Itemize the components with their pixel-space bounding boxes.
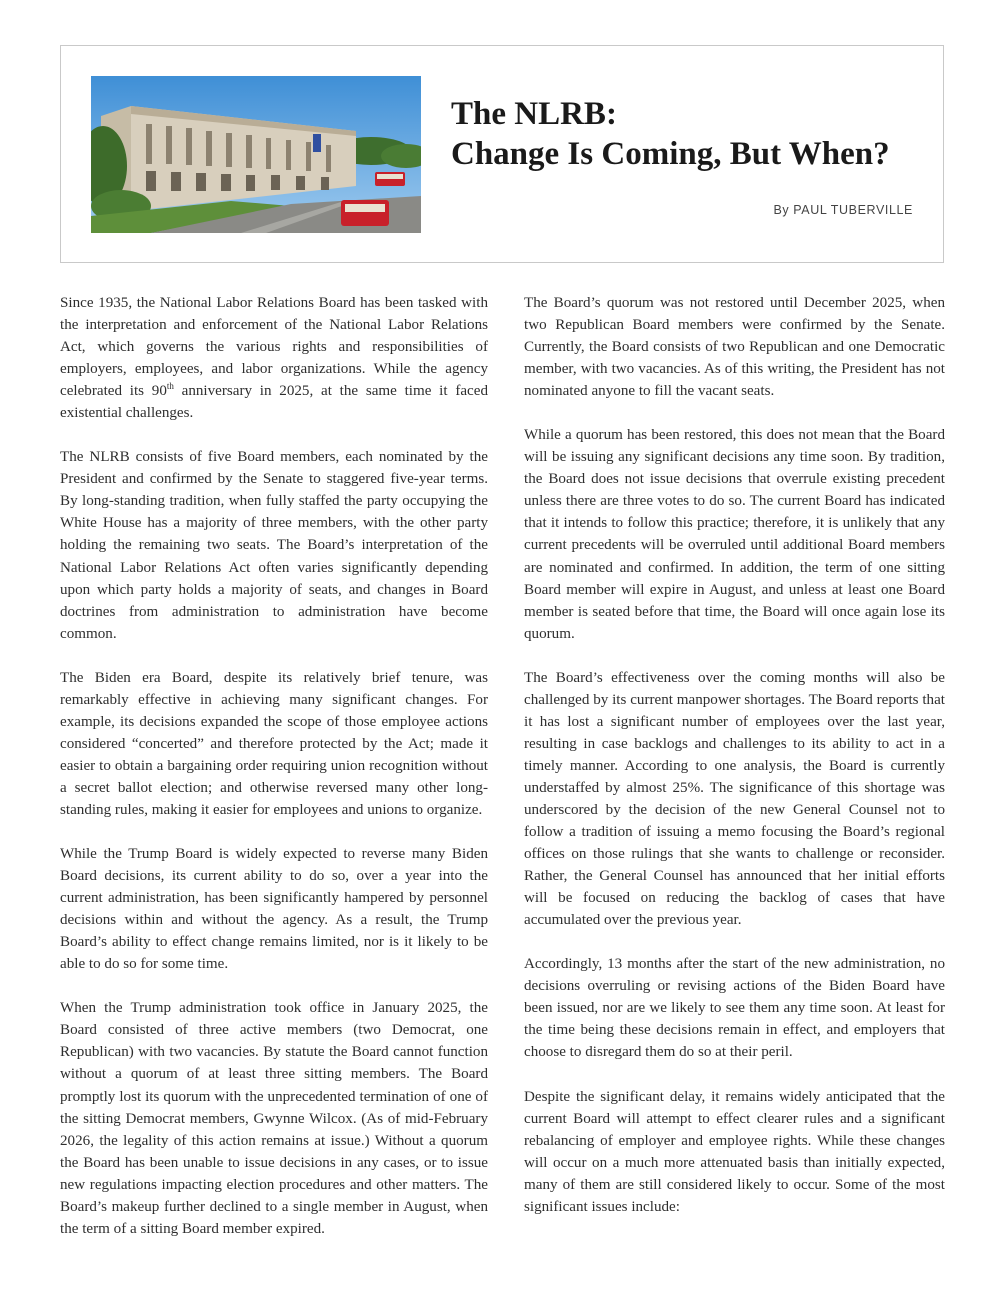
right-column: [524, 292, 945, 1240]
paragraph: The Biden era Board, despite its relatively brief tenure, was remarkably effective in achieving many significant changes. For example, its decisions expanded the scope of those employee actions considered “concerted” and therefore protected by the Act; made it easier to obtain a bargaining order requiring union recognition without a secret ballot election; and otherwise reversed many other long-standing rules, making it easier for employees and unions to organize.: [60, 669, 488, 818]
paragraph: While a quorum has been restored, this does not mean that the Board will be issuing any significant decisions any time soon. By tradition, the Board does not issue decisions that overrule existing precedent unless there are three votes to do so. The current Board has indicated that it intends to follow this practice; therefore, it is unlikely that any current precedents will be overruled until additional Board members are nominated and confirmed. In addition, the term of one sitting Board member will expire in August, and unless at least one Board member is seated before that time, the Board will once again lose its quorum.: [524, 427, 945, 642]
paragraph-text: anniversary in 2025, at the same time it faced existential challenges.: [60, 383, 488, 422]
article-title: [451, 94, 890, 174]
paragraph: [60, 292, 488, 424]
paragraph: Accordingly, 13 months after the start of the new administration, no decisions overruling or revising actions of the Biden Board have been issued, nor are we likely to see them any time soon. At least for the time being these decisions remain in effect, and employers that choose to disregard them do so at their peril.: [524, 956, 945, 1061]
left-column: [60, 292, 488, 1262]
paragraph-text: Since 1935, the National Labor Relations Board has been tasked with the interpretation and enforcement of the National Labor Relations Act, which governs the various rights and responsibilities of employers, employees, and labor organizations. While the agency celebrated its 90: [60, 295, 488, 400]
paragraph: The Board’s effectiveness over the coming months will also be challenged by its current manpower shortages. The Board reports that it has lost a significant number of employees over the last year, resulting in case backlogs and challenges to its ability to act in a timely manner. According to one analysis, the Board is currently understaffed by almost 25%. The significance of this shortage was underscored by the decision of the new General Counsel not to follow a tradition of issuing a memo focusing the Board’s regional offices on those rulings that she wants to challenge or reconsider. Rather, the General Counsel has announced that her initial efforts will be focused on reducing the backlog of cases that have accumulated over the previous year.: [524, 669, 945, 929]
nlrb-building-photo: [91, 76, 421, 233]
paragraph: The NLRB consists of five Board members, each nominated by the President and confirmed by the Senate to staggered five-year terms. By long-standing tradition, when fully staffed the party occupying the White House has a majority of three members, with the other party holding the remaining two seats. The Board’s interpretation of the National Labor Relations Act often varies significantly depending upon which party holds a majority of seats, and changes in Board doctrines from administration to administration have become common.: [60, 449, 488, 642]
title-line-2: Change Is Coming, But When?: [451, 136, 890, 172]
paragraph: When the Trump administration took office in January 2025, the Board consisted of three active members (two Democrat, one Republican) with two vacancies. By statute the Board cannot function without a quorum of at least three sitting members. The Board promptly lost its quorum with the unprecedented termination of one of the sitting Democrat members, Gwynne Wilcox. (As of mid-February 2026, the legality of this action remains at issue.) Without a quorum the Board has been unable to issue decisions in any cases, or to issue new regulations impacting election procedures and other matters. The Board’s makeup further declined to a single member in August, when the term of a sitting Board member expired.: [60, 1000, 488, 1237]
author-byline: By PAUL TUBERVILLE: [773, 203, 913, 217]
paragraph: Despite the significant delay, it remains widely anticipated that the current Board will attempt to effect clearer rules and a significant rebalancing of employer and employee rights. While these changes will occur on a much more attenuated basis than initially expected, many of them are still considered likely to occur. Some of the most significant issues include:: [524, 1088, 945, 1215]
title-line-1: The NLRB:: [451, 96, 617, 132]
paragraph: The Board’s quorum was not restored until December 2025, when two Republican Board members were confirmed by the Senate. Currently, the Board consists of two Republican and one Democratic member, with two vacancies. As of this writing, the President has not nominated anyone to fill the vacant seats.: [524, 295, 945, 400]
ordinal-suffix: th: [166, 381, 174, 392]
article-header: [60, 45, 944, 263]
paragraph: While the Trump Board is widely expected to reverse many Biden Board decisions, its current ability to do so, over a year into the current administration, has been significantly hampered by personnel decisions within and without the agency. As a result, the Trump Board’s ability to effect change remains limited, nor is it likely to be able to do so for some time.: [60, 846, 488, 973]
